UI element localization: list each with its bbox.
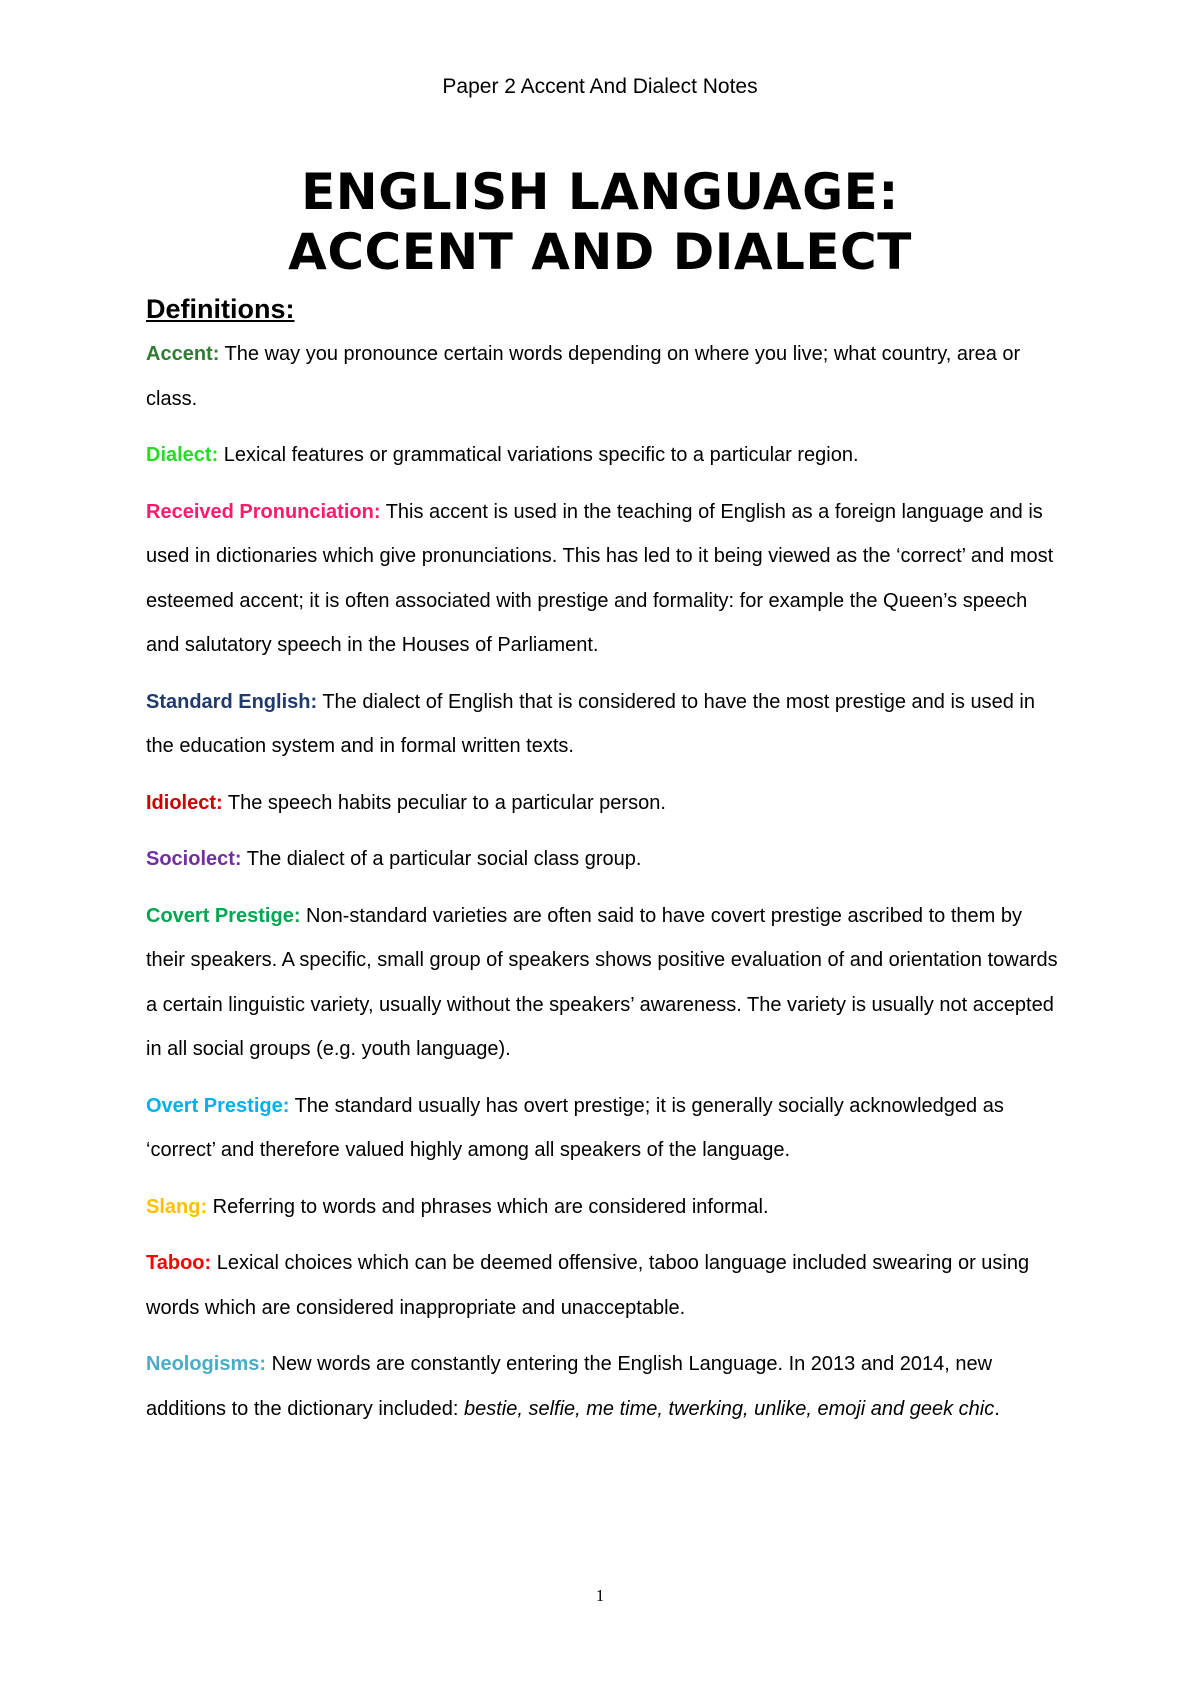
definition-term: Taboo: (146, 1252, 212, 1274)
definition-covert-prestige (146, 894, 1066, 1072)
definition-standard-english (146, 680, 1066, 769)
definition-text: Lexical features or grammatical variations specific to a particular region. (218, 444, 859, 466)
document-title (0, 162, 1200, 282)
definition-text: The dialect of English that is considered to have the most prestige and is used in the education system and in formal written texts. (146, 690, 1035, 757)
definition-term: Overt Prestige: (146, 1094, 290, 1117)
definition-text: Referring to words and phrases which are considered informal. (207, 1195, 769, 1218)
definition-slang (146, 1185, 1066, 1230)
definition-term: Neologisms: (146, 1353, 267, 1375)
definition-taboo (146, 1241, 1066, 1330)
page-number: 1 (595, 1586, 605, 1605)
neologism-examples: bestie, selfie, me time, twerking, unlike, emoji and geek chic (463, 1397, 995, 1420)
title-line-1: ENGLISH LANGUAGE: (301, 163, 899, 221)
running-header: Paper 2 Accent And Dialect Notes (442, 75, 758, 98)
definition-text: The way you pronounce certain words depending on where you live; what country, area or class. (146, 343, 1021, 410)
neologism-end: . (994, 1397, 1000, 1420)
definitions-list (146, 332, 1066, 1443)
definition-term: Slang: (146, 1195, 208, 1218)
definition-accent (146, 332, 1066, 421)
definition-text: The standard usually has overt prestige; it is generally socially acknowledged as ‘correct’ and therefore valued highly among all speakers of the language. (146, 1094, 1004, 1161)
definition-term: Dialect: (146, 444, 219, 466)
definition-text: The dialect of a particular social class group. (241, 848, 642, 870)
definition-text: New words are constantly entering the English Language. In 2013 and 2014, new additions to the dictionary included: (146, 1353, 993, 1420)
title-line-2: ACCENT AND DIALECT (288, 223, 912, 281)
definition-term: Covert Prestige: (146, 904, 301, 927)
definition-text: Non-standard varieties are often said to have covert prestige ascribed to them by their speakers. A specific, small group of speakers shows positive evaluation of and orientation towards a certain linguistic variety, usually without the speakers’ awareness. The variety is usually not accepted in all social groups (e.g. youth language). (146, 904, 1058, 1060)
definitions-heading: Definitions: (146, 294, 295, 324)
definition-text: This accent is used in the teaching of English as a foreign language and is used in dictionaries which give pronunciations. This has led to it being viewed as the ‘correct’ and most esteemed accent; it is often associated with prestige and formality: for example the Queen’s speech and salutatory speech in the Houses of Parliament. (146, 500, 1054, 656)
definition-dialect (146, 433, 1066, 478)
definition-received-pronunciation (146, 490, 1066, 668)
definition-text: The speech habits peculiar to a particular person. (222, 791, 666, 814)
definition-term: Sociolect: (146, 848, 242, 870)
definition-idiolect (146, 781, 1066, 826)
definition-text: Lexical choices which can be deemed offensive, taboo language included swearing or using words which are considered inappropriate and unacceptable. (146, 1252, 1030, 1319)
definition-term: Standard English: (146, 690, 318, 713)
definition-neologisms (146, 1342, 1066, 1431)
definition-sociolect (146, 837, 1066, 882)
definition-term: Received Pronunciation: (146, 500, 381, 523)
definition-term: Accent: (146, 343, 220, 365)
definition-overt-prestige (146, 1084, 1066, 1173)
definition-term: Idiolect: (146, 791, 223, 814)
